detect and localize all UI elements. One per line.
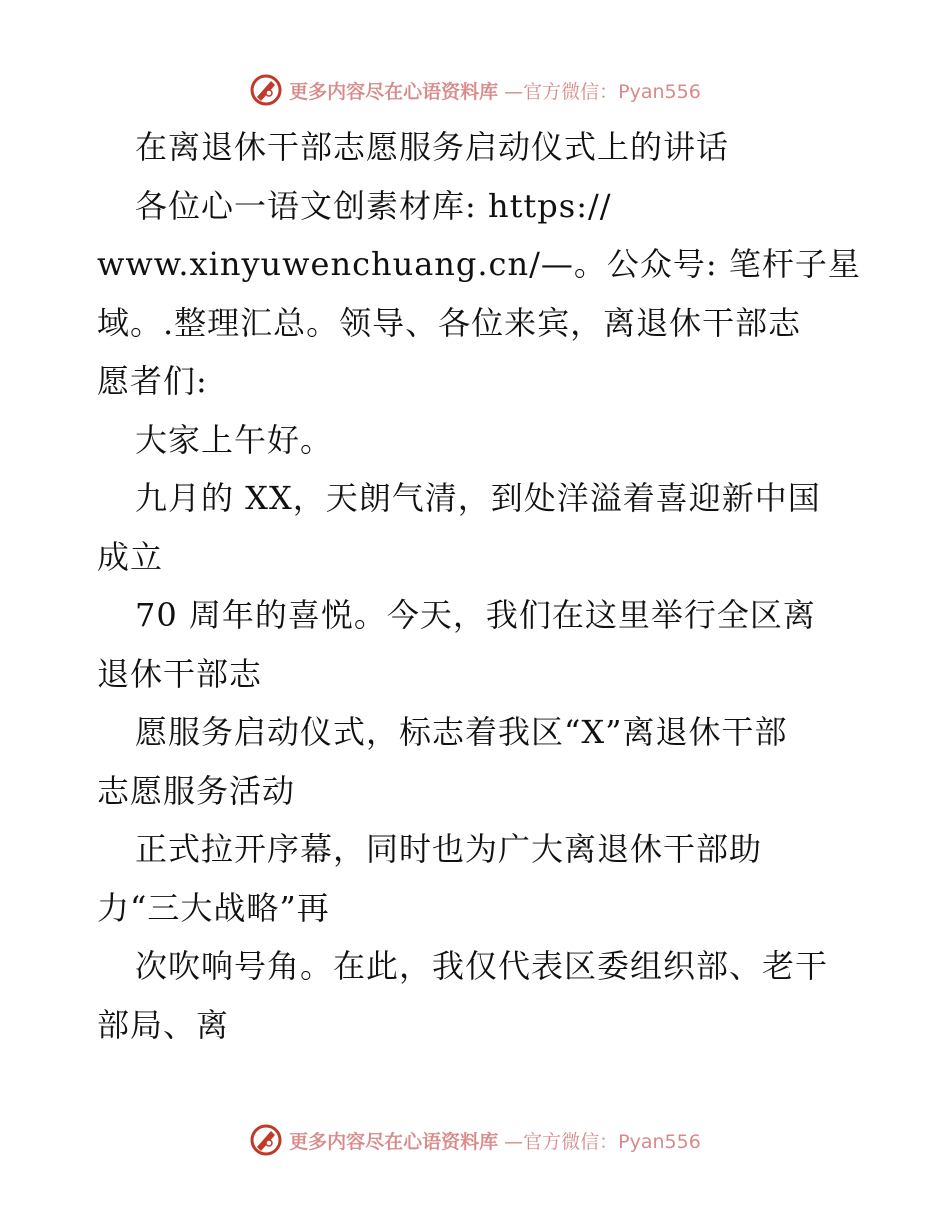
footer-banner	[0, 1120, 950, 1160]
text-line: 各位心一语文创素材库: https://	[135, 186, 612, 225]
text-line: 正式拉开序幕，同时也为广大离退休干部助	[135, 830, 763, 868]
text-line: 成立	[97, 537, 164, 576]
text-line: 力“三大战略”再	[97, 888, 330, 927]
document-title: 在离退休干部志愿服务启动仪式上的讲话	[135, 128, 730, 166]
footer-banner-content	[249, 1123, 701, 1157]
text-line: www.xinyuwenchuang.cn/—。公众号: 笔杆子星	[97, 245, 861, 283]
footer-banner-title: 更多内容尽在心语资料库	[289, 1130, 499, 1153]
header-banner-content	[249, 73, 701, 107]
document-body	[97, 118, 861, 1054]
header-banner	[0, 70, 950, 110]
text-line: 大家上午好。	[135, 420, 334, 459]
text-line: 志愿服务活动	[97, 771, 296, 810]
text-line: 域。.整理汇总。领导、各位来宾，离退休干部志	[97, 303, 802, 342]
text-line: 退休干部志	[97, 654, 263, 693]
header-banner-wechat: —官方微信：Pyan556	[504, 80, 701, 103]
brand-logo-icon	[249, 73, 283, 107]
text-line: 部局、离	[97, 1005, 230, 1044]
text-line: 九月的 XX，天朗气清，到处洋溢着喜迎新中国	[135, 479, 821, 517]
footer-banner-wechat: —官方微信：Pyan556	[504, 1130, 701, 1153]
text-line: 70 周年的喜悦。今天，我们在这里举行全区离	[135, 596, 816, 634]
header-banner-title: 更多内容尽在心语资料库	[289, 80, 499, 103]
text-line: 次吹响号角。在此，我仅代表区委组织部、老干	[135, 947, 829, 985]
text-line: 愿服务启动仪式，标志着我区“X”离退休干部	[135, 713, 788, 751]
text-line: 愿者们:	[97, 362, 208, 400]
brand-logo-icon	[249, 1123, 283, 1157]
